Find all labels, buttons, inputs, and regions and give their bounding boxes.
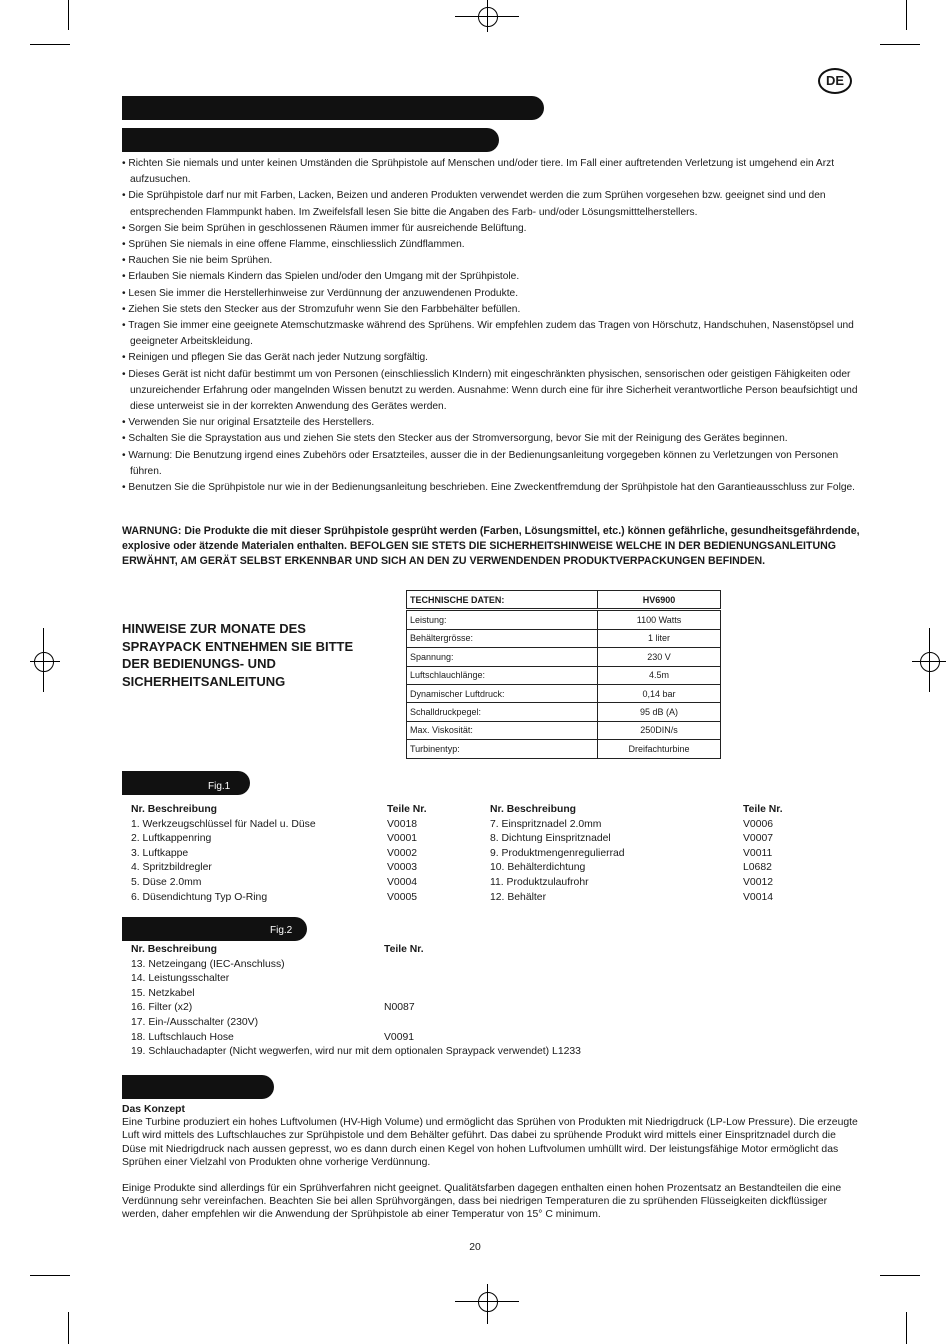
concept-section xyxy=(122,1103,862,1222)
table-cell: 95 dB (A) xyxy=(598,703,721,721)
list-item: 14. Leistungsschalter xyxy=(131,973,230,985)
list-item: 5. Düse 2.0mm V0004 xyxy=(131,876,418,888)
fig1-parts-left xyxy=(131,803,461,905)
part-number-header: Teile Nr. xyxy=(384,944,424,955)
table-row xyxy=(407,740,721,758)
list-item: • Richten Sie niemals und unter keinen Umständen die Sprühpistole auf Menschen und/oder tiere. Im Fall einer auftretenden Verletzung ist umgehend ein Arzt aufzusuchen. xyxy=(122,156,862,188)
table-cell: 230 V xyxy=(598,648,721,666)
crop-mark xyxy=(906,0,907,30)
list-item: • Die Sprühpistole darf nur mit Farben, Lacken, Beizen und anderen Produkten verwendet werden die zum Sprühen vorgesehen bzw. geeignet sind und den entsprechenden Flammpunkt haben. Im Zweifelsfall lesen Sie bitte die Angaben des Farb- und/oder Lösungsmitttelherstellers. xyxy=(122,188,862,220)
list-item: • Verwenden Sie nur original Ersatzteile des Herstellers. xyxy=(122,415,862,431)
table-cell: Luftschlauchlänge: xyxy=(407,666,598,684)
table-cell: Behältergrösse: xyxy=(407,629,598,647)
warning-paragraph: WARNUNG: Die Produkte die mit dieser Sprühpistole gesprüht werden (Farben, Lösungsmittel, etc.) können gefährliche, gesundheitsgefährdende, explosive oder ätzende Materialen enthalten. BEFOLGEN SIE STETS DIE SICHERHEITSHINWEISE WELCHE IN DER BEDIENUNGSANLEITUNG ERWÄHNT, AM GERÄT SELBST ERKENNBAR UND SICH AN DEN ZU VERWENDENDEN PRODUKTVERPACKUNGEN BEFINDEN. xyxy=(122,525,860,567)
table-cell: Schalldruckpegel: xyxy=(407,703,598,721)
list-item: 2. Luftkappenring V0001 xyxy=(131,833,418,845)
table-cell: 1100 Watts xyxy=(598,610,721,629)
safety-instructions-list xyxy=(122,156,862,496)
list-item: 15. Netzkabel xyxy=(131,987,195,999)
list-item: 9. Produktmengenregulierrad V0011 xyxy=(490,847,773,859)
section-header-bar xyxy=(122,96,544,120)
list-item: 12. Behälter V0014 xyxy=(490,891,774,903)
table-header-cell: TECHNISCHE DATEN: xyxy=(407,591,598,610)
crop-mark xyxy=(30,1275,70,1276)
concept-paragraph: Eine Turbine produziert ein hohes Luftvolumen (HV-High Volume) und ermöglicht das Sprühen von Produkten mit Niedrigdruck (LP-Low Pressure). Die erzeugte Luft wird mittels des Luftschlauches zur Sprühpistole und dem Behälter geführt. Das dabei zu sprühende Produkt wird mittels einer Einspritznadel durch die Düse mit Niedrigdruck nach aussen gepresst, wo es dann durch einen Kegel von hohen Luftvolumen umhüllt wird. Der leistungsfähige Motor ermöglicht das Sprühen einer Vielzahl von Produkten ohne vorherige Verdünnung. xyxy=(122,1117,858,1168)
table-row xyxy=(407,648,721,666)
table-cell: Dreifachturbine xyxy=(598,740,721,758)
list-item: • Tragen Sie immer eine geeignete Atemschutzmaske während des Sprühens. Wir empfehlen zudem das Tragen von Hörschutz, Handschuhen, Nasenstöpsel und geeigneter Arbeitskleidung. xyxy=(122,318,862,350)
list-item: • Benutzen Sie die Sprühpistole nur wie in der Bedienungsanleitung beschrieben. Eine Zweckentfremdung der Sprühpistole hat den Garantieausschluss zur Folge. xyxy=(122,480,862,496)
list-item: 11. Produktzulaufrohr V0012 xyxy=(490,876,774,888)
concept-paragraph: Einige Produkte sind allerdings für ein Sprühverfahren nicht geeignet. Qualitätsfarben dagegen enthalten einen hohen Prozentsatz an Bestandteilen die eine Verdünnung sehr vereinfachen. Beachten Sie bei allen Sprühvorgängen, dass bei niedrigen Temperaturen die zu sprühenden Flüsseigkeiten dickflüssiger werden, daher empfehlen wir die Anwendung der Sprühpistole ab einer Temperatur von 15° C minimum. xyxy=(122,1183,842,1221)
table-row xyxy=(407,721,721,739)
list-item: • Reinigen und pflegen Sie das Gerät nach jeder Nutzung sorgfältig. xyxy=(122,350,862,366)
list-item: 4. Spritzbildregler V0003 xyxy=(131,862,418,874)
crop-mark xyxy=(880,1275,920,1276)
table-cell: Turbinentyp: xyxy=(407,740,598,758)
technical-data-table xyxy=(406,590,721,759)
concept-header-bar xyxy=(122,1075,274,1099)
description-header: Nr. Beschreibung xyxy=(131,944,218,955)
table-row xyxy=(407,610,721,629)
table-cell: Spannung: xyxy=(407,648,598,666)
fig2-parts-list xyxy=(131,943,811,1060)
fig2-label-bar xyxy=(122,917,307,941)
table-cell: 250DIN/s xyxy=(598,721,721,739)
list-item: • Rauchen Sie nie beim Sprühen. xyxy=(122,253,862,269)
parts-header xyxy=(131,943,811,958)
crop-mark xyxy=(880,44,920,45)
table-header-row xyxy=(407,591,721,610)
list-item: 13. Netzeingang (IEC-Anschluss) xyxy=(131,958,285,970)
section-header-bar xyxy=(122,128,499,152)
fig1-label-bar xyxy=(122,771,250,795)
crop-mark xyxy=(68,1312,69,1344)
list-item: • Schalten Sie die Spraystation aus und ziehen Sie stets den Stecker aus der Stromversorgung, bevor Sie mit der Reinigung des Gerätes beginnen. xyxy=(122,431,862,447)
language-badge: DE xyxy=(818,68,852,94)
parts-header xyxy=(131,803,461,818)
list-item: 16. Filter (x2) N0087 xyxy=(131,1002,415,1014)
fig1-label: Fig.1 xyxy=(208,781,231,792)
table-row xyxy=(407,703,721,721)
list-item: 6. Düsendichtung Typ O-Ring V0005 xyxy=(131,891,418,903)
list-item: 8. Dichtung Einspritznadel V0007 xyxy=(490,833,774,845)
parts-header xyxy=(490,803,820,818)
list-item: • Erlauben Sie niemals Kindern das Spielen und/oder den Umgang mit der Sprühpistole. xyxy=(122,269,862,285)
fig1-parts-right xyxy=(490,803,820,905)
list-item: 18. Luftschlauch Hose V0091 xyxy=(131,1031,415,1043)
list-item: 1. Werkzeugschlüssel für Nadel u. Düse V0018 xyxy=(131,818,418,830)
list-item: 19. Schlauchadapter (Nicht wegwerfen, wird nur mit dem optionalen Spraypack verwendet) L1233 xyxy=(131,1046,581,1058)
list-item: • Sprühen Sie niemals in eine offene Flamme, einschliesslich Zündflammen. xyxy=(122,237,862,253)
description-header: Nr. Beschreibung xyxy=(131,804,218,815)
concept-title: Das Konzept xyxy=(122,1104,185,1115)
list-item: 3. Luftkappe V0002 xyxy=(131,847,418,859)
table-cell: Dynamischer Luftdruck: xyxy=(407,684,598,702)
table-cell: 4.5m xyxy=(598,666,721,684)
list-item: 17. Ein-/Ausschalter (230V) xyxy=(131,1016,259,1028)
list-item: • Warnung: Die Benutzung irgend eines Zubehörs oder Ersatzteiles, ausser die in der Bedienungsanleitung vorgegeben können zu Verletzungen von Personen führen. xyxy=(122,448,862,480)
crop-mark xyxy=(68,0,69,30)
spraypack-hint-heading: HINWEISE ZUR MONATE DES SPRAYPACK ENTNEHMEN SIE BITTE DER BEDIENUNGS- UND SICHERHEITSANLEITUNG xyxy=(122,621,354,689)
list-item: 10. Behälterdichtung L0682 xyxy=(490,862,772,874)
table-cell: Max. Viskosität: xyxy=(407,721,598,739)
crop-mark xyxy=(30,44,70,45)
table-cell: 1 liter xyxy=(598,629,721,647)
description-header: Nr. Beschreibung xyxy=(490,804,577,815)
table-header-cell: HV6900 xyxy=(598,591,721,610)
list-item: • Sorgen Sie beim Sprühen in geschlossenen Räumen immer für ausreichende Belüftung. xyxy=(122,221,862,237)
table-cell: Leistung: xyxy=(407,610,598,629)
crop-mark xyxy=(906,1312,907,1344)
table-row xyxy=(407,684,721,702)
list-item: • Dieses Gerät ist nicht dafür bestimmt um von Personen (einschliesslich KIndern) mit eingeschränkten physischen, sensorischen oder geistigen Fähigkeiten oder unzureichender Erfahrung oder mangelnden Wissen benutzt zu werden. Ausnahme: Wenn durch eine für ihre Sicherheit verantwortliche Person beaufsichtigt und diese unterweist sie in der korrekten Anwendung des Gerätes werden. xyxy=(122,367,862,416)
part-number-header: Teile Nr. xyxy=(743,804,783,815)
fig2-label: Fig.2 xyxy=(270,925,293,936)
table-cell: 0,14 bar xyxy=(598,684,721,702)
list-item: 7. Einspritznadel 2.0mm V0006 xyxy=(490,818,774,830)
table-row xyxy=(407,629,721,647)
list-item: • Ziehen Sie stets den Stecker aus der Stromzufuhr wenn Sie den Farbbehälter befüllen. xyxy=(122,302,862,318)
page-number: 20 xyxy=(469,1242,481,1253)
table-row xyxy=(407,666,721,684)
list-item: • Lesen Sie immer die Herstellerhinweise zur Verdünnung der anzuwendenen Produkte. xyxy=(122,286,862,302)
part-number-header: Teile Nr. xyxy=(387,804,427,815)
